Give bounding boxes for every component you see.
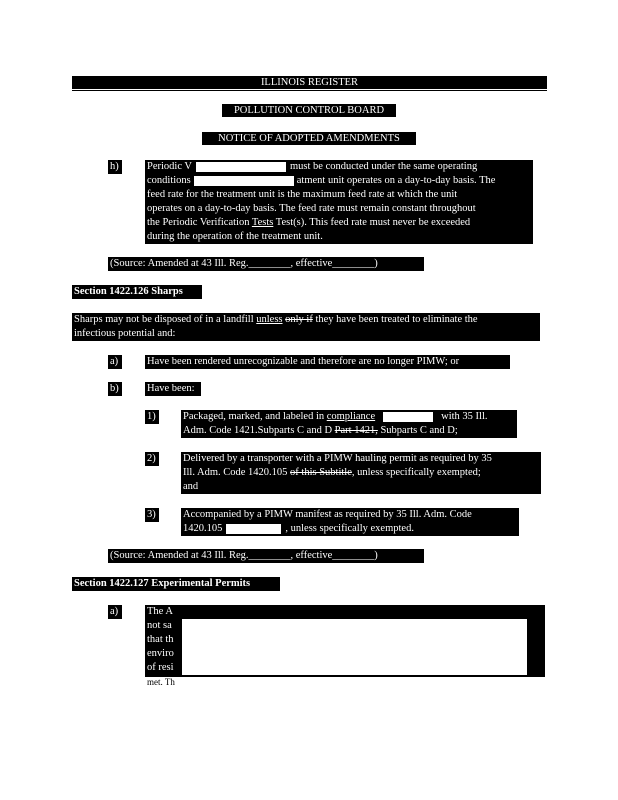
redaction-mark xyxy=(383,412,433,422)
127a-line5: of resi xyxy=(147,662,174,673)
b1-line2a: Adm. Code 1421.Subparts C and D xyxy=(183,425,333,436)
source-note-2: (Source: Amended at 43 Ill. Reg.________, effective________) xyxy=(108,549,424,563)
b3-line2b: , unless specifically exempted. xyxy=(285,523,414,534)
127a-line4: enviro xyxy=(147,648,174,659)
b2-line3: and xyxy=(183,481,199,492)
b3-line2a: 1420.105 xyxy=(183,523,223,534)
redaction-mark xyxy=(226,524,281,534)
b3-line1: Accompanied by a PIMW manifest as required by 35 Ill. Adm. Code xyxy=(183,509,472,520)
para-h-line5-underlined: Tests xyxy=(251,217,274,228)
item-b-text: Have been: xyxy=(145,382,201,396)
para-h-line5a: the Periodic Verification xyxy=(147,217,250,228)
127a-line1: The A xyxy=(147,606,173,617)
para-h-line3: feed rate for the treatment unit is the maximum feed rate at which the unit xyxy=(147,189,458,200)
para-h-line2a: conditions xyxy=(147,175,191,186)
item-b3-label: 3) xyxy=(145,508,159,522)
para-h-line1a: Periodic V xyxy=(147,161,193,172)
127a-line3: that th xyxy=(147,634,174,645)
b1-line1a: Packaged, marked, and labeled in xyxy=(183,411,325,422)
b2-line1: Delivered by a transporter with a PIMW hauling permit as required by 35 xyxy=(183,453,492,464)
para-h-label: h) xyxy=(108,160,122,174)
intro-text-b: they have been treated to eliminate the xyxy=(315,314,478,325)
intro-underlined: unless xyxy=(256,314,283,325)
item-b2-text xyxy=(181,452,541,494)
redaction-mark xyxy=(196,162,286,172)
b1-struck: Part 1421, xyxy=(334,425,378,436)
para-h-line1b: must be conducted under the same operating xyxy=(290,161,478,172)
item-b1-label: 1) xyxy=(145,410,159,424)
intro-text-a: Sharps may not be disposed of in a landfill xyxy=(74,314,254,325)
redaction-area xyxy=(182,619,527,675)
board-title: POLLUTION CONTROL BOARD xyxy=(222,104,396,117)
item-127a-label: a) xyxy=(108,605,122,619)
b1-underlined: compliance xyxy=(326,411,376,422)
para-h-body xyxy=(145,160,533,244)
b1-line2b: Subparts C and D; xyxy=(380,425,458,436)
127a-line6: met. Th xyxy=(147,677,175,687)
item-a-text: Have been rendered unrecognizable and therefore are no longer PIMW; or xyxy=(145,355,510,369)
register-title: ILLINOIS REGISTER xyxy=(72,77,547,89)
para-h-line5b: Test(s). This feed rate must never be exceeded xyxy=(275,217,471,228)
source-note-1: (Source: Amended at 43 Ill. Reg.________, effective________) xyxy=(108,257,424,271)
item-b3-text xyxy=(181,508,519,536)
127a-line2: not sa xyxy=(147,620,172,631)
para-h-line2b: atment unit operates on a day-to-day basis. The xyxy=(296,175,496,186)
b2-line2a: Ill. Adm. Code 1420.105 xyxy=(183,467,288,478)
b1-line1b: with 35 Ill. xyxy=(441,411,488,422)
section-127-heading: Section 1422.127 Experimental Permits xyxy=(72,577,280,591)
notice-title: NOTICE OF ADOPTED AMENDMENTS xyxy=(202,132,416,145)
section-126-heading: Section 1422.126 Sharps xyxy=(72,285,202,299)
intro-line2: infectious potential and: xyxy=(74,328,176,339)
b2-line2b: , unless specifically exempted; xyxy=(351,467,481,478)
para-h-line6: during the operation of the treatment unit. xyxy=(147,231,323,242)
item-a-label: a) xyxy=(108,355,122,369)
intro-struck: only if xyxy=(285,314,313,325)
para-h-line4: operates on a day-to-day basis. The feed rate must remain constant throughout xyxy=(147,203,476,214)
header-rule-bottom xyxy=(72,90,547,91)
item-b2-label: 2) xyxy=(145,452,159,466)
section-126-intro xyxy=(72,313,540,341)
b2-struck: of this Subtitle xyxy=(290,467,352,478)
redaction-mark xyxy=(194,176,294,186)
item-b1-text xyxy=(181,410,517,438)
item-b-label: b) xyxy=(108,382,122,396)
